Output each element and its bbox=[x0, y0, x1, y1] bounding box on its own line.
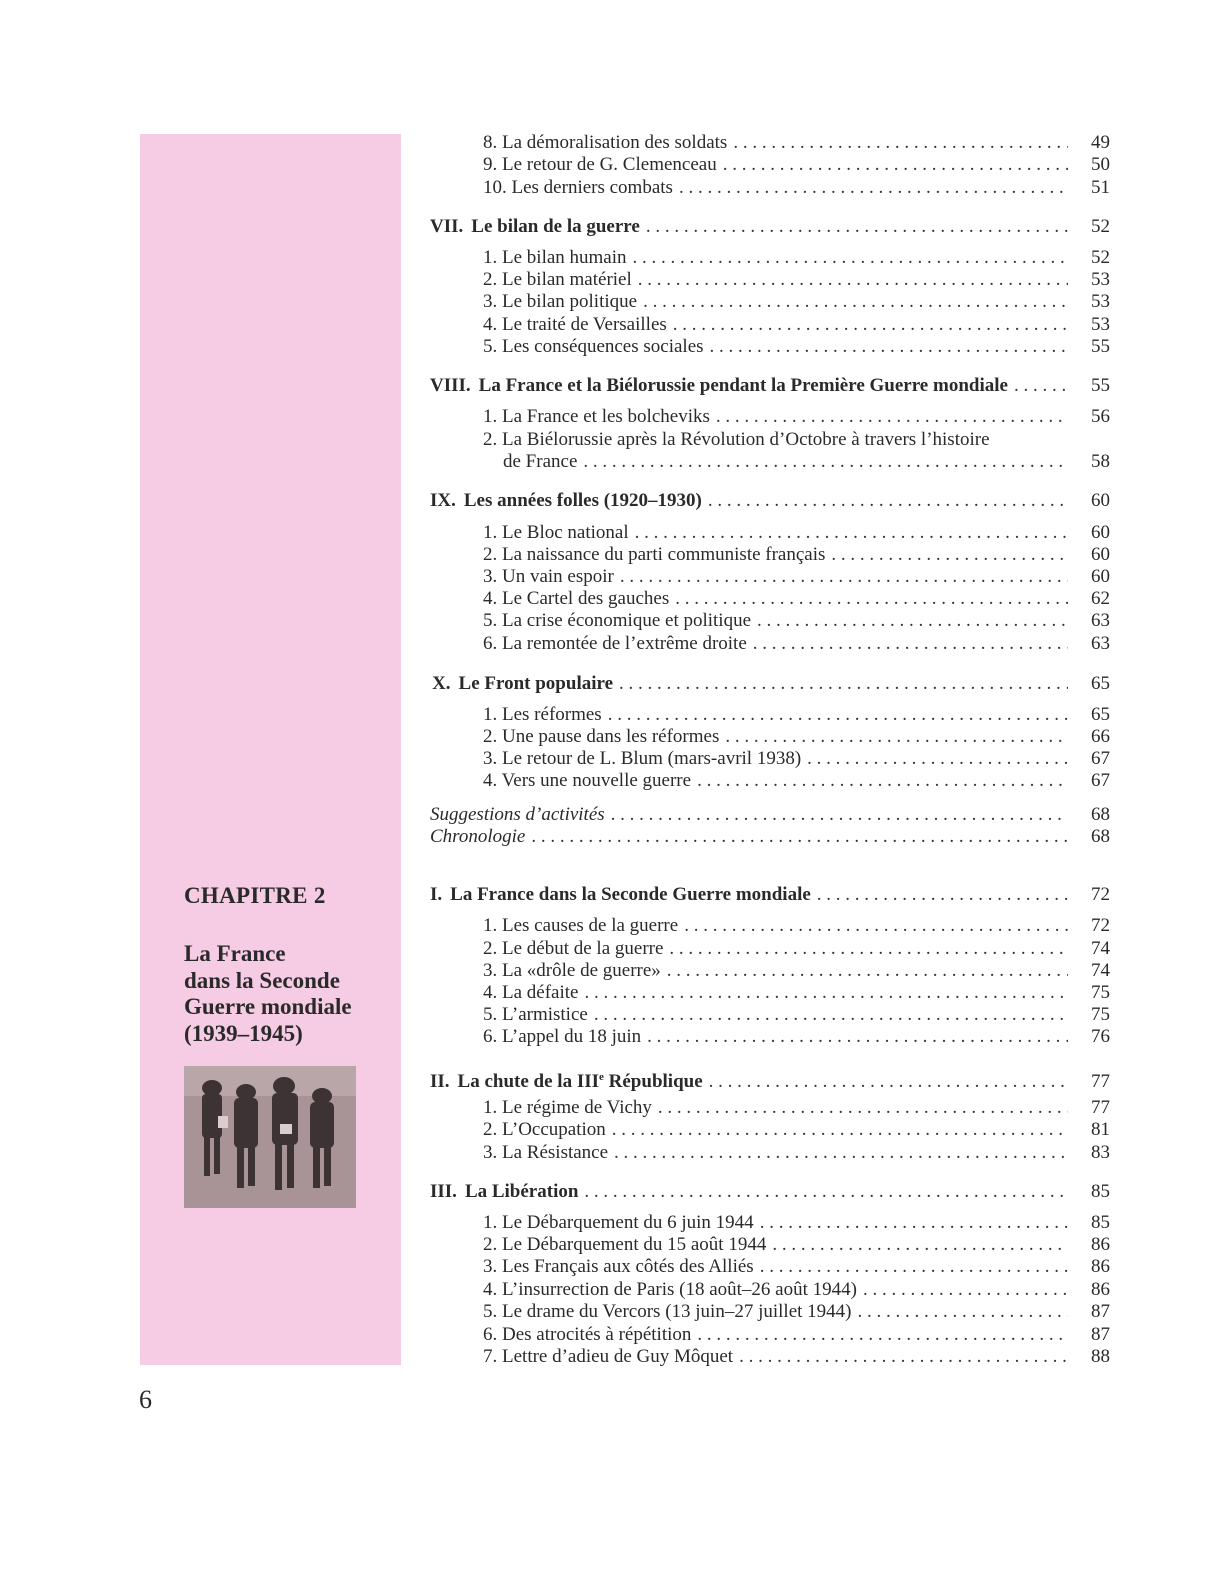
dot-leader bbox=[709, 1071, 1068, 1093]
dot-leader bbox=[817, 884, 1068, 906]
toc-entry[interactable] bbox=[483, 154, 1110, 176]
toc-entry-page: 60 bbox=[1091, 566, 1110, 587]
toc-entry-label: 1. Le Bloc national bbox=[483, 522, 629, 543]
toc-entry[interactable] bbox=[483, 1142, 1110, 1164]
dot-leader bbox=[760, 1212, 1068, 1234]
toc-entry-page: 58 bbox=[1091, 451, 1110, 472]
toc-section-label: La Libération bbox=[464, 1181, 579, 1202]
toc-entry[interactable] bbox=[483, 406, 1110, 428]
toc-section-number: III. bbox=[430, 1181, 457, 1202]
dot-leader bbox=[531, 826, 1068, 848]
page-number: 6 bbox=[139, 1385, 152, 1414]
dot-leader bbox=[831, 544, 1068, 566]
dot-leader bbox=[620, 566, 1068, 588]
toc-section-number: IX. bbox=[430, 490, 456, 511]
toc-section-number: I. bbox=[430, 884, 443, 905]
toc-entry-label: 3. La «drôle de guerre» bbox=[483, 960, 661, 981]
dot-leader bbox=[612, 1119, 1068, 1141]
toc-extra[interactable] bbox=[430, 804, 1110, 826]
toc-entry-label: 2. Le bilan matériel bbox=[483, 269, 632, 290]
toc-entry-label: 10. Les derniers combats bbox=[483, 177, 673, 198]
dot-leader bbox=[807, 748, 1068, 770]
toc-entry[interactable] bbox=[483, 610, 1110, 632]
toc-entry-label: 8. La démoralisation des soldats bbox=[483, 132, 728, 153]
toc-section-number: VII. bbox=[430, 216, 464, 237]
dot-leader bbox=[1014, 375, 1068, 397]
toc-entry-page: 63 bbox=[1091, 633, 1110, 654]
toc-entry[interactable] bbox=[483, 938, 1110, 960]
toc-entry-label: 6. L’appel du 18 juin bbox=[483, 1026, 642, 1047]
toc-section[interactable] bbox=[430, 1066, 1110, 1092]
toc-entry-label: 3. Le retour de L. Blum (mars-avril 1938) bbox=[483, 748, 802, 769]
toc-entry-label: 5. Les conséquences sociales bbox=[483, 336, 704, 357]
toc-entry-label: 1. Le régime de Vichy bbox=[483, 1097, 652, 1118]
dot-leader bbox=[614, 1142, 1068, 1164]
toc-section-number: VIII. bbox=[430, 375, 471, 396]
toc-entry[interactable] bbox=[483, 291, 1110, 313]
toc-entry-label: 2. L’Occupation bbox=[483, 1119, 606, 1140]
dot-leader bbox=[619, 673, 1068, 695]
toc-entry-label: 9. Le retour de G. Clemenceau bbox=[483, 154, 717, 175]
toc-entry-label: 6. La remontée de l’extrême droite bbox=[483, 633, 747, 654]
toc-entry[interactable] bbox=[483, 314, 1110, 336]
toc-section-label bbox=[458, 1066, 703, 1093]
toc-section-label: La France dans la Seconde Guerre mondiale bbox=[450, 884, 811, 905]
toc-entry-page: 55 bbox=[1091, 336, 1110, 357]
toc-entry-label: 6. Des atrocités à répétition bbox=[483, 1324, 692, 1345]
dot-leader bbox=[697, 1324, 1068, 1346]
toc-entry-label: 4. Le traité de Versailles bbox=[483, 314, 667, 335]
toc-entry[interactable] bbox=[483, 915, 1110, 937]
toc-entry[interactable] bbox=[483, 726, 1110, 748]
toc-entry[interactable] bbox=[483, 1301, 1110, 1323]
dot-leader bbox=[772, 1234, 1068, 1256]
chapter-subtitle-line: dans la Seconde bbox=[184, 967, 340, 993]
toc-section-number: X. bbox=[432, 673, 451, 694]
toc-entry[interactable] bbox=[483, 1097, 1110, 1119]
toc-entry-label: 1. Le bilan humain bbox=[483, 247, 627, 268]
toc-entry[interactable] bbox=[483, 1324, 1110, 1346]
toc-section[interactable] bbox=[430, 673, 1110, 695]
toc-entry[interactable] bbox=[483, 770, 1110, 792]
toc-section-page: 52 bbox=[1091, 216, 1110, 237]
toc-entry-label: 2. Une pause dans les réformes bbox=[483, 726, 720, 747]
toc-entry-label: 4. L’insurrection de Paris (18 août–26 août 1944) bbox=[483, 1279, 857, 1300]
chapter-subtitle-line: (1939–1945) bbox=[184, 1020, 303, 1046]
toc-entry[interactable] bbox=[483, 177, 1110, 199]
dot-leader bbox=[723, 154, 1068, 176]
dot-leader bbox=[725, 726, 1068, 748]
toc-entry-page: 63 bbox=[1091, 610, 1110, 631]
toc-entry[interactable] bbox=[483, 982, 1110, 1004]
toc-entry[interactable] bbox=[483, 960, 1110, 982]
toc-section-label: Les années folles (1920–1930) bbox=[463, 490, 702, 511]
toc-entry-continuation[interactable] bbox=[503, 451, 1110, 473]
toc-entry-page: 50 bbox=[1091, 154, 1110, 175]
dot-leader bbox=[733, 132, 1068, 154]
toc-entry[interactable] bbox=[483, 336, 1110, 358]
toc-entry[interactable] bbox=[483, 633, 1110, 655]
toc-entry[interactable] bbox=[483, 566, 1110, 588]
toc-entry-page: 52 bbox=[1091, 247, 1110, 268]
toc-section[interactable] bbox=[430, 884, 1110, 906]
toc-entry-label: 1. Les réformes bbox=[483, 704, 602, 725]
toc-entry-page: 86 bbox=[1091, 1234, 1110, 1255]
toc-entry-page: 86 bbox=[1091, 1279, 1110, 1300]
toc-entry-page: 86 bbox=[1091, 1256, 1110, 1277]
toc-entry-label: 3. Les Français aux côtés des Alliés bbox=[483, 1256, 754, 1277]
toc-section-page: 55 bbox=[1091, 375, 1110, 396]
toc-entry[interactable] bbox=[483, 132, 1110, 154]
dot-leader bbox=[584, 1181, 1068, 1203]
toc-entry[interactable] bbox=[483, 704, 1110, 726]
chapter-subtitle-line: La France bbox=[184, 941, 286, 966]
toc-entry-page: 75 bbox=[1091, 1004, 1110, 1025]
toc-entry-label: 3. La Résistance bbox=[483, 1142, 609, 1163]
dot-leader bbox=[608, 704, 1068, 726]
toc-entry-label: 2. Le Débarquement du 15 août 1944 bbox=[483, 1234, 767, 1255]
dot-leader bbox=[675, 588, 1068, 610]
toc-section[interactable] bbox=[430, 216, 1110, 238]
toc-entry[interactable] bbox=[483, 748, 1110, 770]
toc-entry[interactable] bbox=[483, 544, 1110, 566]
toc-entry[interactable] bbox=[483, 588, 1110, 610]
toc-entry-label: 2. Le début de la guerre bbox=[483, 938, 664, 959]
toc-entry[interactable] bbox=[483, 1119, 1110, 1141]
toc-entry-page: 56 bbox=[1091, 406, 1110, 427]
toc-entry[interactable] bbox=[483, 269, 1110, 291]
toc-entry-label: 2. La Biélorussie après la Révolution d’Octobre à travers l’histoire bbox=[483, 429, 990, 450]
toc-entry[interactable] bbox=[483, 1279, 1110, 1301]
toc-entry[interactable] bbox=[483, 1026, 1110, 1048]
toc-section-page: 72 bbox=[1091, 884, 1110, 905]
toc-entry-label: 3. Un vain espoir bbox=[483, 566, 614, 587]
toc-entry[interactable] bbox=[483, 1234, 1110, 1256]
toc-entry-page: 53 bbox=[1091, 291, 1110, 312]
toc-section-page: 65 bbox=[1091, 673, 1110, 694]
toc-entry-label: 4. Vers une nouvelle guerre bbox=[483, 770, 692, 791]
toc-entry-page: 53 bbox=[1091, 314, 1110, 335]
toc-entry-page: 67 bbox=[1091, 770, 1110, 791]
toc-section-number: II. bbox=[430, 1071, 450, 1092]
dot-leader bbox=[710, 336, 1068, 358]
toc-entry-page: 51 bbox=[1091, 177, 1110, 198]
toc-section-label-text: La chute de la III bbox=[457, 1071, 600, 1092]
toc-entry-label: 3. Le bilan politique bbox=[483, 291, 638, 312]
dot-leader bbox=[753, 633, 1068, 655]
dot-leader bbox=[679, 177, 1068, 199]
dot-leader bbox=[633, 247, 1068, 269]
toc-entry-page: 87 bbox=[1091, 1301, 1110, 1322]
toc-section[interactable] bbox=[430, 1181, 1110, 1203]
toc-entry[interactable] bbox=[483, 247, 1110, 269]
dot-leader bbox=[757, 610, 1068, 632]
dot-leader bbox=[643, 291, 1068, 313]
toc-entry-page: 76 bbox=[1091, 1026, 1110, 1047]
toc-section-label-text: République bbox=[603, 1071, 703, 1092]
toc-entry-label: de France bbox=[503, 451, 578, 472]
toc-entry-page: 75 bbox=[1091, 982, 1110, 1003]
toc-section-label-sup: e bbox=[599, 1071, 604, 1083]
toc-entry-page: 77 bbox=[1091, 1097, 1110, 1118]
dot-leader bbox=[760, 1256, 1068, 1278]
toc-entry-page: 72 bbox=[1091, 915, 1110, 936]
toc-entry[interactable] bbox=[483, 1212, 1110, 1234]
toc-entry-page: 60 bbox=[1091, 544, 1110, 565]
toc-extra-page: 68 bbox=[1091, 804, 1110, 825]
toc-entry-label: 1. La France et les bolcheviks bbox=[483, 406, 710, 427]
dot-leader bbox=[646, 216, 1068, 238]
toc-extra-label: Chronologie bbox=[430, 826, 526, 847]
dot-leader bbox=[708, 490, 1068, 512]
dot-leader bbox=[684, 915, 1068, 937]
dot-leader bbox=[667, 960, 1068, 982]
toc-entry[interactable] bbox=[483, 1346, 1110, 1368]
toc-entry-page: 85 bbox=[1091, 1212, 1110, 1233]
chapter-subtitle-line: Guerre mondiale bbox=[184, 994, 352, 1019]
toc-entry-page: 60 bbox=[1091, 522, 1110, 543]
toc-entry-label: 5. La crise économique et politique bbox=[483, 610, 752, 631]
toc-entry-page: 65 bbox=[1091, 704, 1110, 725]
toc-entry-page: 49 bbox=[1091, 132, 1110, 153]
dot-leader bbox=[584, 982, 1068, 1004]
toc-entry-label: 5. Le drame du Vercors (13 juin–27 juillet 1944) bbox=[483, 1301, 852, 1322]
toc-entry-label: 7. Lettre d’adieu de Guy Môquet bbox=[483, 1346, 734, 1367]
toc-entry-page: 74 bbox=[1091, 938, 1110, 959]
toc-extra-label: Suggestions d’activités bbox=[430, 804, 605, 825]
chapter-title: CHAPITRE 2 bbox=[184, 883, 326, 908]
toc-entry-label: 1. Le Débarquement du 6 juin 1944 bbox=[483, 1212, 754, 1233]
toc-entry-page: 88 bbox=[1091, 1346, 1110, 1367]
toc-entry-page: 62 bbox=[1091, 588, 1110, 609]
toc-section-label: Le Front populaire bbox=[458, 673, 614, 694]
toc-section[interactable] bbox=[430, 375, 1110, 397]
toc-entry-label: 4. La défaite bbox=[483, 982, 579, 1003]
chapter-subtitle bbox=[184, 941, 394, 1047]
dot-leader bbox=[647, 1026, 1068, 1048]
toc-section[interactable] bbox=[430, 490, 1110, 512]
toc-entry-label: 1. Les causes de la guerre bbox=[483, 915, 679, 936]
dot-leader bbox=[673, 314, 1068, 336]
toc-section-page: 60 bbox=[1091, 490, 1110, 511]
toc-entry-label: 4. Le Cartel des gauches bbox=[483, 588, 670, 609]
toc-section-page: 85 bbox=[1091, 1181, 1110, 1202]
dot-leader bbox=[858, 1301, 1069, 1323]
dot-leader bbox=[716, 406, 1068, 428]
toc-entry-label: 5. L’armistice bbox=[483, 1004, 588, 1025]
dot-leader bbox=[658, 1097, 1068, 1119]
dot-leader bbox=[739, 1346, 1068, 1368]
toc-entry-page: 67 bbox=[1091, 748, 1110, 769]
soldiers-photo bbox=[184, 1066, 356, 1208]
toc-entry-page: 53 bbox=[1091, 269, 1110, 290]
toc-section-label: La France et la Biélorussie pendant la Première Guerre mondiale bbox=[478, 375, 1008, 396]
toc-entry[interactable] bbox=[483, 522, 1110, 544]
dot-leader bbox=[611, 804, 1068, 826]
dot-leader bbox=[583, 451, 1068, 473]
toc-entry-page: 66 bbox=[1091, 726, 1110, 747]
toc-entry-page: 83 bbox=[1091, 1142, 1110, 1163]
toc-entry-page: 81 bbox=[1091, 1119, 1110, 1140]
toc-entry-page: 74 bbox=[1091, 960, 1110, 981]
toc-section-label: Le bilan de la guerre bbox=[471, 216, 640, 237]
toc-entry[interactable] bbox=[483, 429, 1110, 451]
toc-section-page: 77 bbox=[1091, 1071, 1110, 1092]
dot-leader bbox=[697, 770, 1068, 792]
dot-leader bbox=[669, 938, 1068, 960]
toc-entry-page: 87 bbox=[1091, 1324, 1110, 1345]
dot-leader bbox=[594, 1004, 1068, 1026]
toc-extra[interactable] bbox=[430, 826, 1110, 848]
dot-leader bbox=[638, 269, 1068, 291]
dot-leader bbox=[863, 1279, 1068, 1301]
toc-entry[interactable] bbox=[483, 1004, 1110, 1026]
toc-entry[interactable] bbox=[483, 1256, 1110, 1278]
dot-leader bbox=[635, 522, 1068, 544]
toc-entry-label: 2. La naissance du parti communiste français bbox=[483, 544, 826, 565]
toc-extra-page: 68 bbox=[1091, 826, 1110, 847]
